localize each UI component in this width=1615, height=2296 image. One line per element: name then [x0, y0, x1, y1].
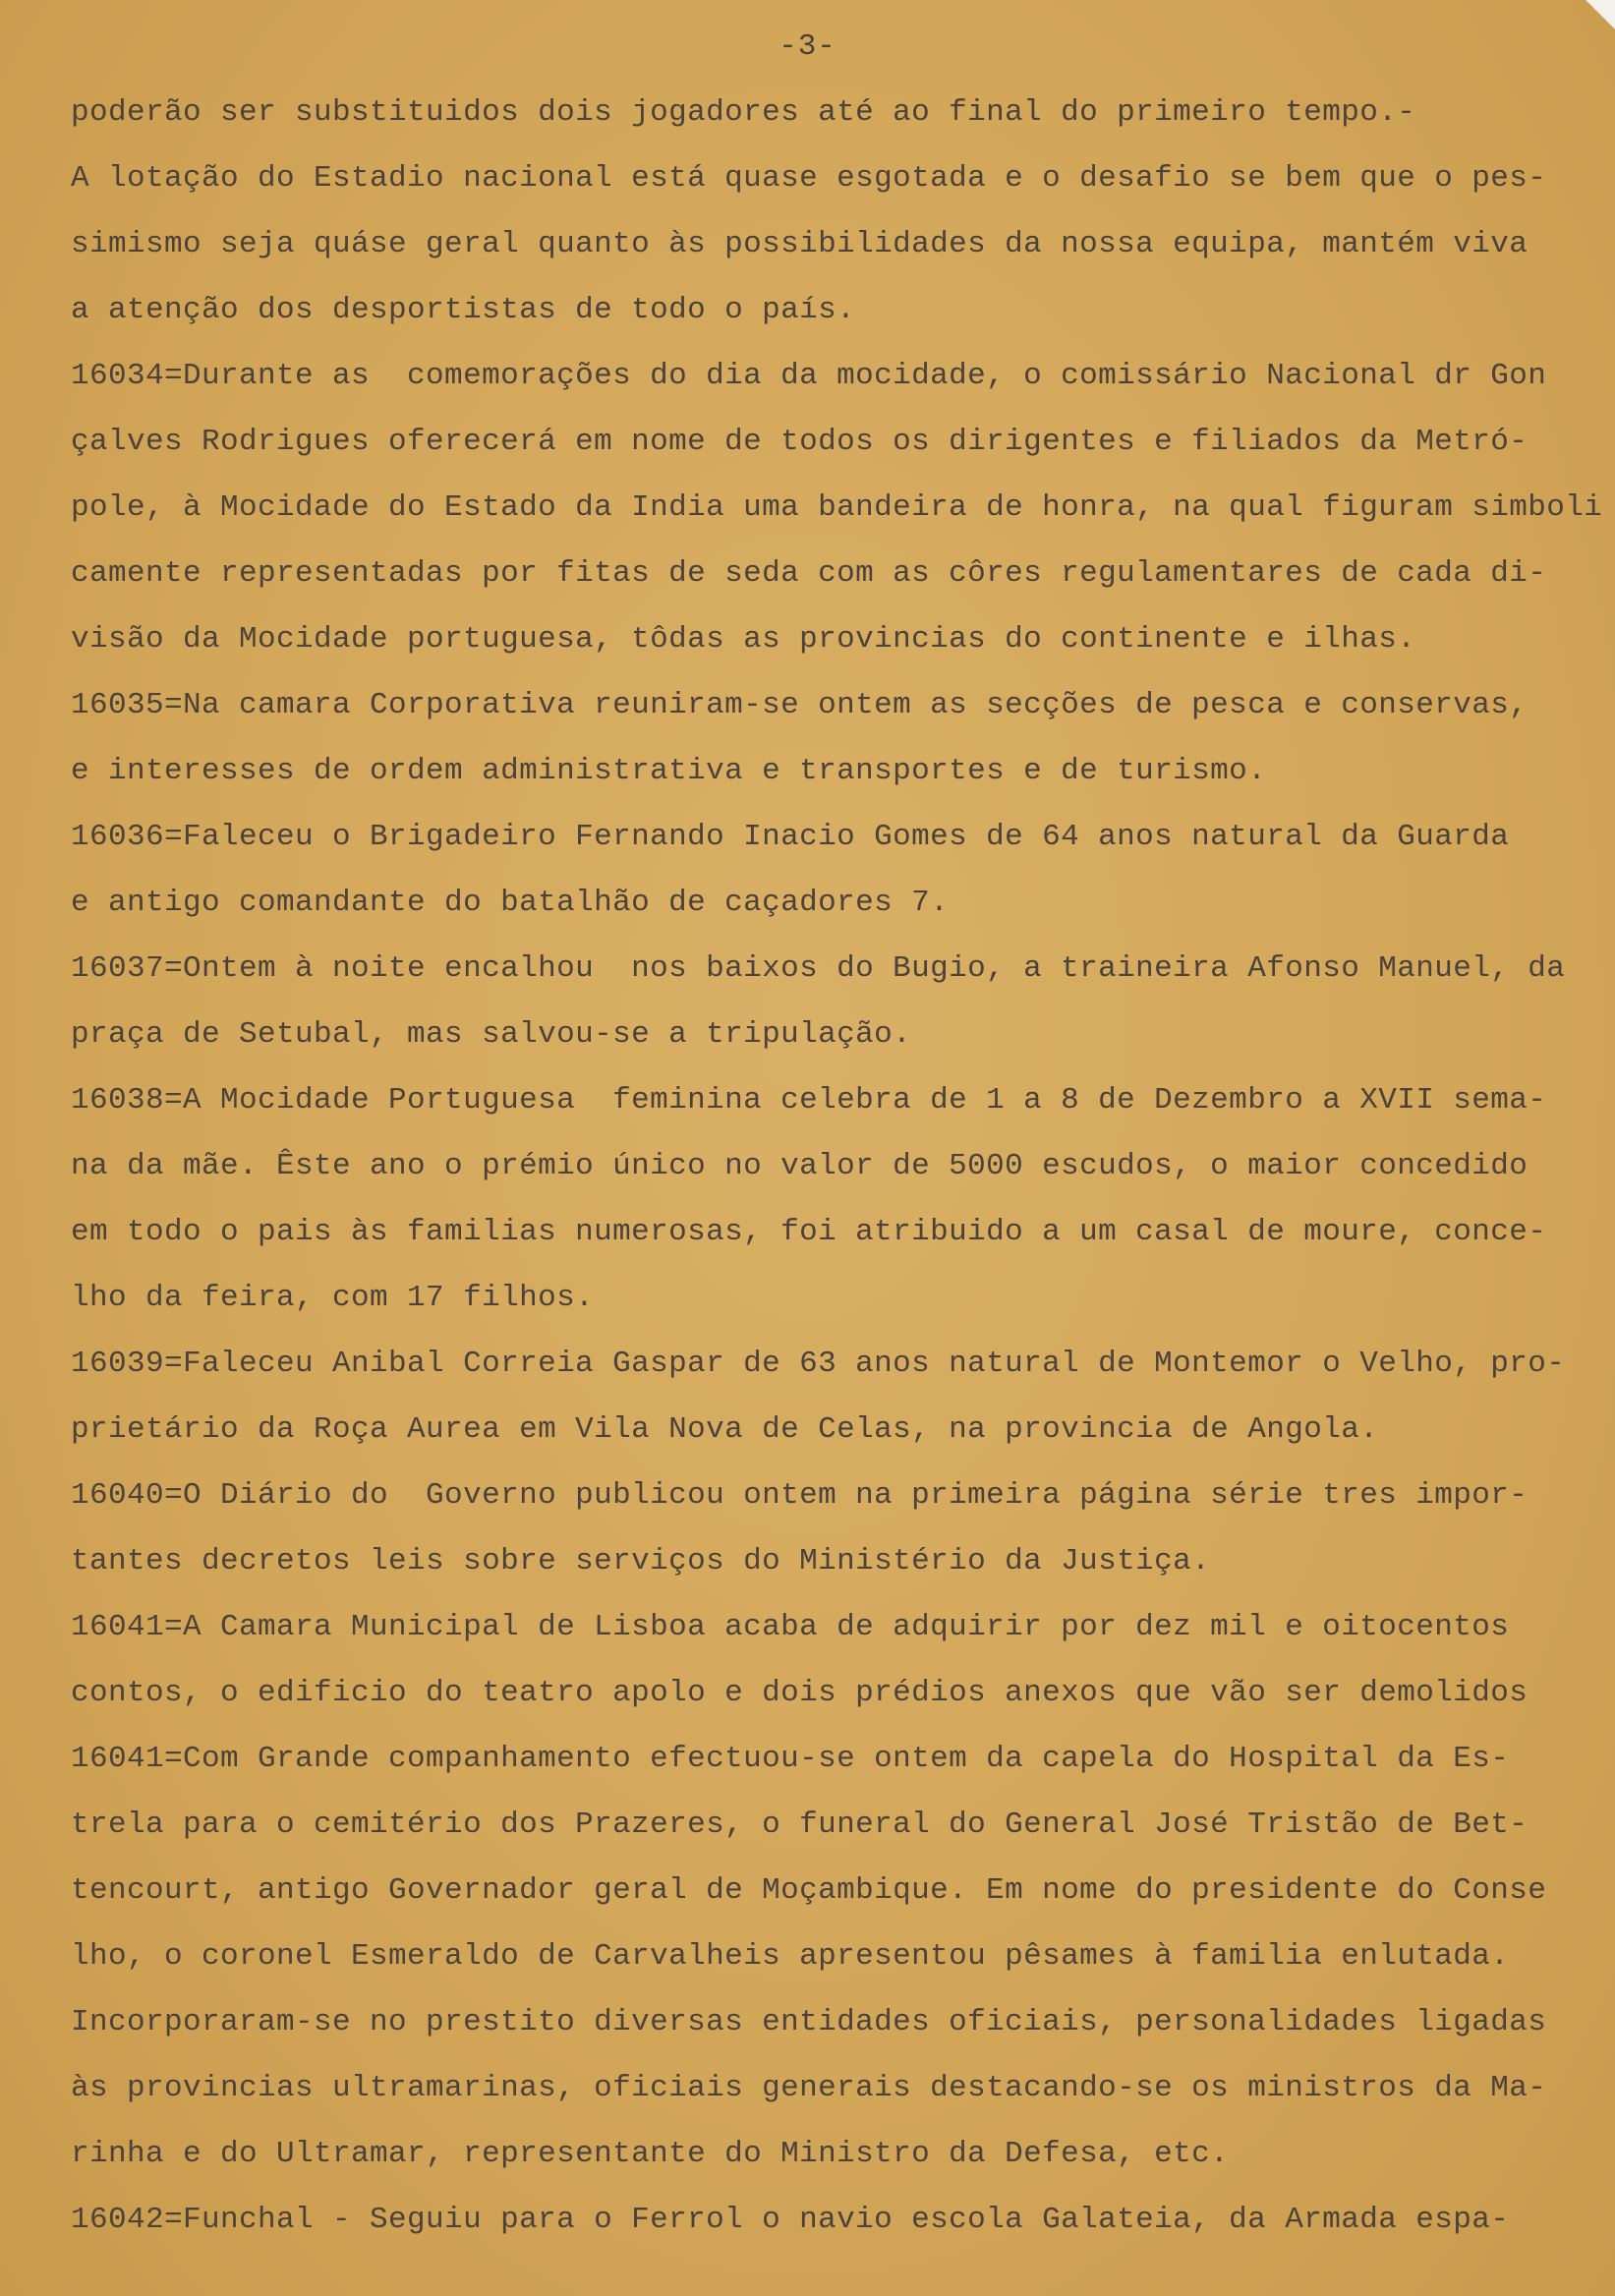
text-line: 16040=O Diário do Governo publicou ontem na primeira página série tres impor- — [71, 1478, 1528, 1513]
text-line: 16034=Durante as comemorações do dia da mocidade, o comissário Nacional dr Gon — [71, 359, 1547, 393]
text-line: A lotação do Estadio nacional está quase esgotada e o desafio se bem que o pes- — [71, 161, 1547, 196]
text-line: tantes decretos leis sobre serviços do Ministério da Justiça. — [71, 1544, 1211, 1578]
text-line: simismo seja quáse geral quanto às possibilidades da nossa equipa, mantém viva — [71, 227, 1528, 261]
text-line: 16037=Ontem à noite encalhou nos baixos do Bugio, a traineira Afonso Manuel, da — [71, 951, 1566, 986]
text-line: 16042=Funchal - Seguiu para o Ferrol o navio escola Galateia, da Armada espa- — [71, 2203, 1510, 2237]
text-line: 16041=Com Grande companhamento efectuou-se ontem da capela do Hospital da Es- — [71, 1742, 1510, 1776]
text-line: praça de Setubal, mas salvou-se a tripulação. — [71, 1017, 912, 1052]
text-line: çalves Rodrigues oferecerá em nome de todos os dirigentes e filiados da Metró- — [71, 425, 1528, 459]
text-line: 16036=Faleceu o Brigadeiro Fernando Inacio Gomes de 64 anos natural da Guarda — [71, 820, 1510, 854]
text-line: pole, à Mocidade do Estado da India uma bandeira de honra, na qual figuram simboli — [71, 490, 1603, 525]
text-line: 16035=Na camara Corporativa reuniram-se ontem as secções de pesca e conservas, — [71, 688, 1528, 722]
text-line: às provincias ultramarinas, oficiais generais destacando-se os ministros da Ma- — [71, 2071, 1547, 2105]
text-line: visão da Mocidade portuguesa, tôdas as provincias do continente e ilhas. — [71, 622, 1416, 657]
text-line: 16038=A Mocidade Portuguesa feminina celebra de 1 a 8 de Dezembro a XVII sema- — [71, 1083, 1547, 1118]
text-line: lho, o coronel Esmeraldo de Carvalheis apresentou pêsames à familia enlutada. — [71, 1939, 1510, 1974]
text-line: e interesses de ordem administrativa e transportes e de turismo. — [71, 754, 1267, 788]
page-number: -3- — [779, 29, 836, 64]
text-line: Incorporaram-se no prestito diversas entidades oficiais, personalidades ligadas — [71, 2005, 1547, 2039]
text-line: e antigo comandante do batalhão de caçadores 7. — [71, 886, 950, 920]
text-line: poderão ser substituidos dois jogadores até ao final do primeiro tempo.- — [71, 95, 1416, 130]
text-line: na da mãe. Êste ano o prémio único no valor de 5000 escudos, o maior concedido — [71, 1149, 1528, 1183]
page-corner — [1586, 0, 1615, 29]
text-line: lho da feira, com 17 filhos. — [71, 1281, 595, 1315]
text-line: 16039=Faleceu Anibal Correia Gaspar de 63 anos natural de Montemor o Velho, pro- — [71, 1347, 1566, 1381]
text-line: rinha e do Ultramar, representante do Ministro da Defesa, etc. — [71, 2137, 1230, 2171]
text-line: a atenção dos desportistas de todo o país. — [71, 293, 856, 327]
text-line: camente representadas por fitas de seda com as côres regulamentares de cada di- — [71, 556, 1547, 591]
typewritten-text — [71, 94, 1603, 2267]
text-line: contos, o edificio do teatro apolo e dois prédios anexos que vão ser demolidos — [71, 1676, 1528, 1710]
text-line: trela para o cemitério dos Prazeres, o funeral do General José Tristão de Bet- — [71, 1808, 1528, 1842]
text-line: em todo o pais às familias numerosas, foi atribuido a um casal de moure, conce- — [71, 1215, 1547, 1249]
text-line: prietário da Roça Aurea em Vila Nova de Celas, na provincia de Angola. — [71, 1412, 1379, 1447]
text-line: tencourt, antigo Governador geral de Moçambique. Em nome do presidente do Conse — [71, 1873, 1547, 1908]
text-line: 16041=A Camara Municipal de Lisboa acaba de adquirir por dez mil e oitocentos — [71, 1610, 1510, 1644]
